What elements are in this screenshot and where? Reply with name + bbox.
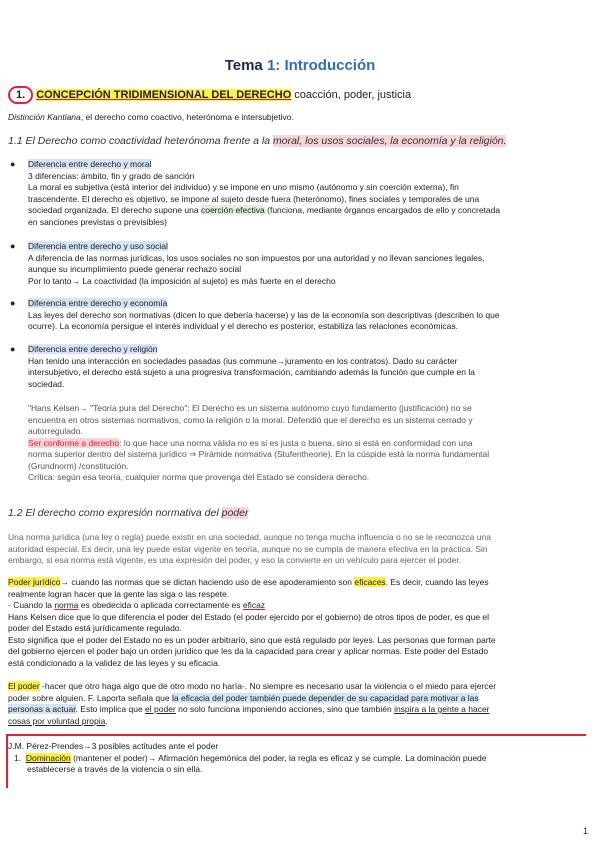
bullet-line: sociedad.: [28, 378, 65, 389]
paragraph-line: (mantener el poder)→ Afirmación hegemónica del poder, la regla es eficaz y se cumple. La dominación puede: [70, 752, 487, 763]
paragraph-line: poder sobre alguien. F. Laporta señala que: [8, 692, 172, 703]
paragraph-line: establecerse a través de la violencia o sin ella.: [27, 764, 203, 774]
paragraph-line: Esto significa que el poder del Estado no es un poder arbitrario, sino que está regulado por leyes. Las personas que forman parte: [8, 634, 496, 645]
paragraph-line: J.M. Pérez-Prendes→3 posibles actitudes ante el poder: [8, 741, 219, 751]
page-title: [0, 57, 600, 74]
bullet-dot: ●: [10, 159, 16, 169]
heading-number: 1.: [8, 86, 33, 104]
paragraph-line: embargo, si esa norma está vigente, es una expresión del poder, y eso la convierte en un vehículo para ejercer el poder.: [8, 555, 462, 565]
bullet-line: intersubjetivo, el derecho está sujeto a una progresiva transformación, cambiando además la función que cumple en la: [28, 367, 475, 377]
quote-line: encuentra en otros sistemas normativos, como la religión o la moral. Defendió que el derecho es un sistema cerrado y: [28, 414, 473, 425]
paragraph-norma: [8, 532, 588, 567]
underlined-eficaz: eficaz: [242, 600, 266, 610]
highlight-laporta: personas a actuar: [8, 704, 76, 714]
section-1-2-heading: [8, 507, 248, 519]
section-1-2-text: 1.2 El derecho como expresión normativa del: [8, 507, 222, 519]
paragraph-el-poder: [8, 681, 588, 727]
bullet-line: sociedad organizada. El derecho supone una: [28, 205, 201, 215]
underlined-voluntad: cosas por voluntad propia: [8, 715, 106, 726]
paragraph-line: es obedecida o aplicada correctamente es: [78, 600, 243, 610]
heading-1: [8, 86, 411, 104]
paragraph-line: Hans Kelsen dice que lo que diferencia el poder del Estado (el poder ejercido por el gobierno) de otros tipos de poder, es que el: [8, 611, 490, 622]
quote-line: "Hans Kelsen→ "Teoría pura del Derecho": El Derecho es un sistema autónomo cuyo fundamento (justificación) no se: [28, 403, 472, 413]
highlight-laporta: la eficacia del poder también puede depender de su capacidad para motivar a las: [171, 692, 479, 703]
bullet-line: ocurre). La economía persigue el interés individual y el derecho es posterior, estabiliza las relaciones económicas.: [28, 321, 458, 331]
underlined-el-poder: el poder: [145, 704, 176, 714]
title-prefix: Tema: [224, 57, 267, 74]
quote-red-term: Ser conforme a derecho: [28, 437, 120, 448]
bullet-line: Por lo tanto→ La coactividad (la imposición al sujeto) es más fuerte en el derecho: [28, 275, 336, 286]
bullet-title: Diferencia entre derecho y economía: [28, 298, 168, 308]
paragraph-line: → cuando las normas que se dictan haciendo uso de ese apoderamiento son: [60, 577, 355, 587]
paragraph-line: poder del Estado está jurídicamente regulado.: [8, 623, 182, 633]
distinction-line: [8, 112, 588, 124]
bullet-line: A diferencia de las normas jurídicas, los usos sociales no son impuestos por una autoridad y no llevan sanciones legales,: [28, 252, 485, 263]
title-accent: 1: Introducción: [266, 57, 376, 74]
paragraph-perez-prendes: [8, 741, 588, 776]
paragraph-line: . Es decir, cuando las leyes: [385, 577, 489, 587]
heading-highlight: CONCEPCIÓN TRIDIMENSIONAL DEL DERECHO: [36, 89, 292, 101]
paragraph-line: del gobierno ejercen el poder bajo un orden jurídico que les da la capacidad para crear y aplicar normas. Este poder del Estado: [8, 646, 489, 656]
quote-line: : lo que hace una norma válida no es si es justa o buena, sino si está en conformidad con una: [119, 437, 473, 448]
bullet-dot: ●: [10, 241, 16, 251]
bullet-dot: ●: [10, 344, 16, 354]
highlight-poder-juridico: Poder jurídico: [8, 577, 61, 587]
bullet-title: Diferencia entre derecho y moral: [28, 159, 152, 169]
quote-line: autorregulado.: [28, 426, 83, 436]
underlined-inspira: inspira a la gente a hacer: [394, 704, 490, 714]
highlight-eficaces: eficaces: [354, 577, 386, 587]
bullet-dot: ●: [10, 298, 16, 308]
bullet-line: trascendente. El derecho es objetivo, se impone al sujeto desde fuera (heterónomo), fines sociales y temporales de una: [28, 193, 480, 204]
quote-line: norma superior dentro del sistema jurídico ⇒ Pirámide normativa (Stufentheorie). En la cúspide está la norma fundamental: [28, 449, 490, 459]
paragraph-line: Una norma jurídica (una ley o regla) puede existir en una sociedad, aunque no tenga mucha influencia o no se le reconozca una: [8, 532, 491, 542]
bullet-religion: [8, 344, 588, 390]
bullet-line: en sanciones previstas o previsibles): [28, 216, 167, 227]
highlight-coercion: coerción efectiva: [200, 205, 265, 215]
paragraph-line: . Esto implica que: [75, 704, 146, 714]
list-number: 1.: [14, 752, 22, 763]
paragraph-line: .: [105, 715, 108, 726]
paragraph-line: autoridad especial. Es decir, una ley puede estar vigente en teoría, aunque no se cumpla de manera efectiva en la práctica. Sin: [8, 543, 488, 554]
paragraph-line: - Cuando la: [8, 600, 55, 610]
quote-line: (Grundnorm) /constitución.: [28, 460, 129, 471]
paragraph-line: -hacer que otro haga algo que de otro modo no haría-. No siempre es necesario usar la violencia o el miedo para ejercer: [39, 681, 497, 691]
bullet-line: aunque su incumplimiento puede generar rechazo social: [28, 264, 242, 274]
bullet-title: Diferencia entre derecho y religión: [28, 344, 158, 354]
paragraph-line: no solo funciona imponiendo acciones, sino que también: [175, 704, 395, 714]
paragraph-line: realmente logran hacer que la gente las siga o las respete.: [8, 588, 230, 599]
bullet-line: 3 diferencias: ámbito, fin y grado de sanción: [28, 170, 195, 181]
section-1-1-text: 1.1 El Derecho como coactividad heterónoma frente a la: [8, 135, 273, 147]
page-number: 1: [582, 826, 588, 836]
bullet-line: Han tenido una interacción en sociedades pasadas (ius commune→juramento en los contratos). Dado su carácter: [28, 355, 458, 366]
section-1-2-highlight: poder: [221, 507, 249, 519]
bullet-moral: [8, 159, 588, 228]
paragraph-line: está condicionado a la validez de las leyes y su eficacia.: [8, 657, 221, 668]
distinction-italic: Distinción Kantiana: [8, 112, 81, 122]
bullet-title: Diferencia entre derecho y uso social: [28, 241, 168, 251]
heading-rest: coacción, poder, justicia: [291, 89, 412, 101]
section-1-1-heading: [8, 135, 506, 147]
highlight-el-poder: El poder: [8, 681, 40, 691]
underlined-norma: norma: [54, 600, 79, 610]
bullet-line: La moral es subjetiva (está interior del individuo) y se impone en uno mismo (autónomo y sin coerción externa), fin: [28, 182, 459, 192]
distinction-rest: , el derecho como coactivo, heterónoma e intersubjetivo.: [80, 112, 294, 122]
bullet-uso-social: [8, 241, 588, 287]
kelsen-quote: [28, 403, 588, 484]
bullet-economia: [8, 298, 588, 333]
red-divider: [6, 734, 586, 736]
paragraph-poder-juridico: [8, 577, 588, 669]
bullet-line: Las leyes del derecho son normativas (dicen lo que debería hacerse) y las de la economía son descriptivas (describen lo que: [28, 309, 500, 320]
highlight-dominacion: Dominación: [25, 752, 71, 763]
section-1-1-highlight: moral, los usos sociales, la economía y la religión.: [272, 135, 507, 147]
bullet-line: (funciona, mediante órganos encargados de ello y concretada: [264, 205, 501, 215]
quote-line: Crítica: según esa teoría, cualquier norma que provenga del Estado se considera derecho.: [28, 472, 370, 482]
